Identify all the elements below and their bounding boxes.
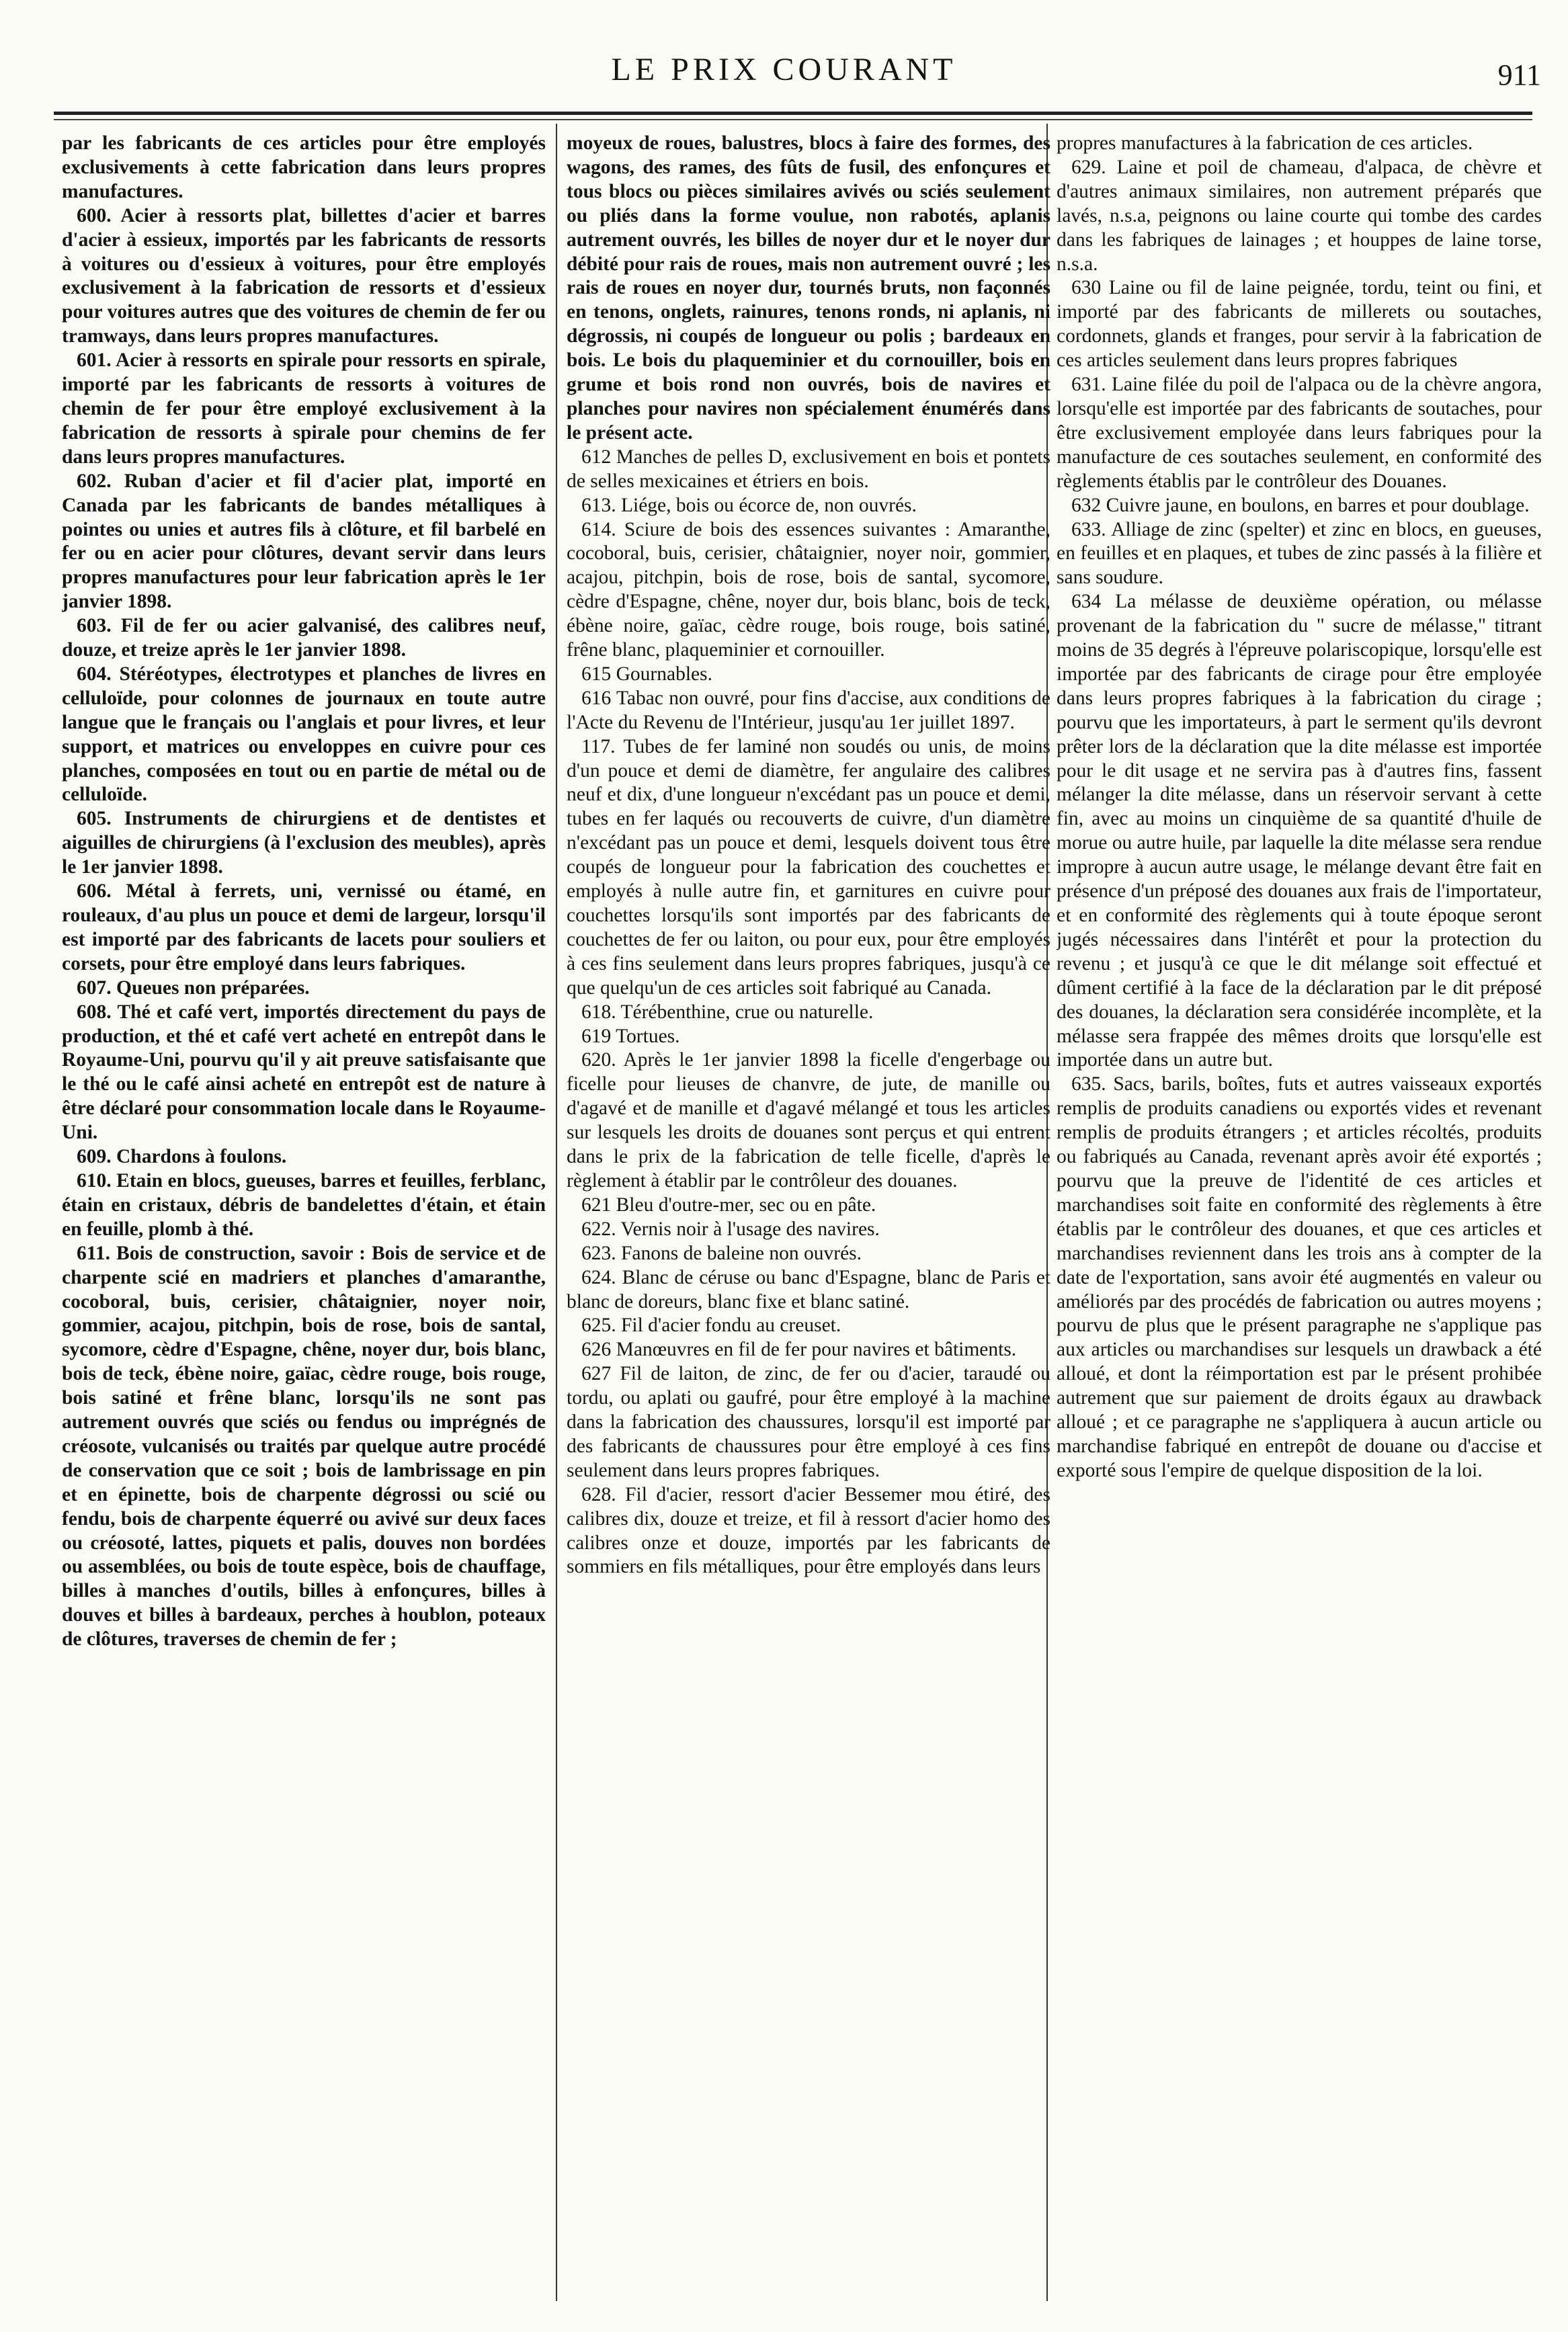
paragraph: 611. Bois de construction, savoir : Bois de service et de charpente scié en madriers et planches d'amaranthe, cocoboral, buis, cerisier, châtaignier, noyer noir, gommier, acajou, pitchpin, bois de rose, bois de santal, sycomore, cèdre d'Espagne, chêne, noyer dur, bois blanc, bois de teck, ébène noire, gaïac, cèdre rouge, bois rouge, bois satiné et frêne blanc, lorsqu'ils ne sont pas autrement ouvrés que sciés ou fendus ou imprégnés de créosote, vulcanisés ou traités par quelque autre procédé de conservation que ce soit ; bois de lambrissage en pin et en épinette, bois de charpente dégrossi ou scié ou fendu, bois de charpente équerré ou avivé sur deux faces ou créosoté, lattes, piquets et palis, douves non bordées ou assemblées, ou bois de toute espèce, bois de chauffage, billes à manches d'outils, billes à enfonçures, billes à douves et billes à bardeaux, perches à houblon, poteaux de clôtures, traverses de chemin de fer ; [62, 1242, 546, 1651]
paragraph: 600. Acier à ressorts plat, billettes d'acier et barres d'acier à essieux, importés par les fabricants de ressorts à voitures ou d'essieux à voitures, pour être employés exclusivement à la fabrication de ressorts et d'essieux pour voitures autres que des voitures de chemin de fer ou tramways, dans leurs propres manufactures. [62, 204, 546, 347]
paragraph: 613. Liége, bois ou écorce de, non ouvrés. [581, 494, 917, 516]
page-header [27, 43, 1541, 103]
paragraph: 602. Ruban d'acier et fil d'acier plat, importé en Canada par les fabricants de bandes métalliques à pointes ou unies et autres fils à clôture, et fil barbelé en fer ou en acier pour clôtures, devant servir dans leurs propres manufactures pour leur fabrication après le 1er janvier 1898. [62, 470, 546, 613]
paragraph: 605. Instruments de chirurgiens et de dentistes et aiguilles de chirurgiens (à l'exclusion des meubles), après le 1er janvier 1898. [62, 808, 546, 878]
paragraph: 623. Fanons de baleine non ouvrés. [581, 1242, 862, 1264]
column-separator [556, 124, 557, 2301]
paragraph: 624. Blanc de céruse ou banc d'Espagne, blanc de Paris et blanc de doreurs, blanc fixe et blanc satiné. [567, 1266, 1050, 1313]
paragraph: 626 Manœuvres en fil de fer pour navires et bâtiments. [581, 1339, 1017, 1361]
paragraph: 117. Tubes de fer laminé non soudés ou unis, de moins d'un pouce et demi de diamètre, fer angulaire des calibres neuf et dix, d'une longueur n'excédant pas un pouce et demi, tubes en fer laqués ou recouverts de cuivre, d'un diamètre n'excédant pas un pouce et demi, lesquels doivent tous être coupés de longueur pour la fabrication des couchettes et employés à nulle autre fin, et garnitures en cuivre pour couchettes lorsqu'ils sont importés par des fabricants de couchettes de fer ou laiton, ou pour eux, pour être employés à ces fins seulement dans leurs propres fabriques, jusqu'à ce que quelqu'un de ces articles soit fabriqué au Canada. [567, 735, 1050, 999]
paragraph: 629. Laine et poil de chameau, d'alpaca, de chèvre et d'autres animaux similaires, non autrement préparés que lavés, n.s.a, peignons ou laine courte qui tombe des cardes dans les fabriques de lainages ; et houppes de laine torse, n.s.a. [1057, 156, 1542, 275]
paragraph: 627 Fil de laiton, de zinc, de fer ou d'acier, taraudé ou tordu, ou aplati ou gaufré, pour être employé à la machine dans la fabrication des chaussures, lorsqu'il est importé par des fabricants de chaussures pour être employé à ces fins seulement dans leurs propres fabriques. [567, 1363, 1050, 1481]
text-column-1 [62, 132, 546, 2302]
paragraph: 633. Alliage de zinc (spelter) et zinc en blocs, en gueuses, en feuilles et en plaques, et tubes de zinc passés à la filière et sans soudure. [1057, 518, 1542, 589]
paragraph: 610. Etain en blocs, gueuses, barres et feuilles, ferblanc, étain en cristaux, débris de bandelettes d'étain, et étain en feuille, plomb à thé. [62, 1169, 546, 1240]
paragraph: 612 Manches de pelles D, exclusivement en bois et pontets de selles mexicaines et étriers en bois. [567, 446, 1050, 492]
paragraph: 635. Sacs, barils, boîtes, futs et autres vaisseaux exportés remplis de produits canadiens ou exportés vides et revenant remplis de produits étrangers ; et articles récoltés, produits ou fabriqués au Canada, revenant après avoir été exportés ; pourvu que la preuve de l'identité de ces articles et marchandises soit faite en conformité des règlements à être établis par le contrôleur des douanes, et que ces articles et marchandises reviennent dans les trois ans à compter de la date de l'exportation, sans avoir été augmentés en valeur ou améliorés par des procédés de fabrication ou autres moyens ; pourvu de plus que le présent paragraphe ne s'applique pas aux articles ou marchandises sur lesquels un drawback a été alloué, et dont la réimportation est par le présent prohibée autrement que sur paiement de droits égaux au drawback alloué ; et ce paragraphe ne s'appliquera à aucun article ou marchandise fabriqué en entrepôt de douane ou d'accise et exporté sous l'empire de quelque disposition de la loi. [1057, 1073, 1542, 1481]
paragraph: 615 Gournables. [581, 663, 712, 685]
text-column-2 [567, 132, 1050, 2302]
paragraph: 619 Tortues. [581, 1025, 680, 1047]
header-rule-thin [54, 119, 1532, 120]
paragraph: 603. Fil de fer ou acier galvanisé, des calibres neuf, douze, et treize après le 1er janvier 1898. [62, 615, 546, 661]
paragraph: 632 Cuivre jaune, en boulons, en barres et pour doublage. [1071, 494, 1530, 516]
page-number: 911 [1497, 58, 1541, 91]
paragraph: 604. Stéréotypes, électrotypes et planches de livres en celluloïde, pour colonnes de journaux en toute autre langue que le français ou l'anglais et pour livres, et leur support, et matrices ou enveloppes en cuivre pour ces planches, composées en tout ou en partie de métal ou de celluloïde. [62, 663, 546, 806]
paragraph: 628. Fil d'acier, ressort d'acier Bessemer mou étiré, des calibres dix, douze et treize, et fil à ressort d'acier homo des calibres onze et douze, importés par les fabricants de sommiers en fils métalliques, pour être employés dans leurs [567, 1483, 1050, 1578]
paragraph: 601. Acier à ressorts en spirale pour ressorts en spirale, importé par les fabricants de ressorts à voitures de chemin de fer pour être employé exclusivement à la fabrication de ressorts à spirale pour chemins de fer dans leurs propres manufactures. [62, 349, 546, 468]
paragraph: 621 Bleu d'outre-mer, sec ou en pâte. [581, 1194, 876, 1216]
paragraph: 622. Vernis noir à l'usage des navires. [581, 1218, 880, 1240]
paragraph: 630 Laine ou fil de laine peignée, tordu, teint ou fini, et importé par des fabricants de millerets ou soutaches, cordonnets, glands et franges, pour servir à la fabrication de ces articles seulement dans leurs propres fabriques [1057, 277, 1542, 372]
paragraph: 620. Après le 1er janvier 1898 la ficelle d'engerbage ou ficelle pour lieuses de chanvre, de jute, de manille ou d'agavé et de manille et d'agavé mélangé et tous les articles sur lesquels les droits de douanes sont perçus et qui entrent dans le prix de la fabrication de telle ficelle, d'après le règlement à établir par le contrôleur des douanes. [567, 1049, 1050, 1192]
paragraph: moyeux de roues, balustres, blocs à faire des formes, des wagons, des rames, des fûts de fusil, des enfonçures et tous blocs ou pièces similaires avivés ou sciés seulement ou pliés dans la forme voulue, non rabotés, aplanis autrement ouvrés, les billes de noyer dur et le noyer dur débité pour rais de roues, mais non autrement ouvré ; les rais de roues en noyer dur, tournés bruts, non façonnés en tenons, onglets, rainures, tenons ronds, ni aplanis, ni dégrossis, ni coupés de longueur ou polis ; bardeaux en bois. Le bois du plaqueminier et du cornouiller, bois en grume et bois rond non ouvrés, bois de navires et planches pour navires non spécialement énumérés dans le présent acte. [567, 132, 1050, 444]
paragraph: 609. Chardons à foulons. [77, 1146, 287, 1168]
paragraph: par les fabricants de ces articles pour être employés exclusivements à cette fabrication dans leurs propres manufactures. [62, 132, 546, 202]
paragraph: 607. Queues non préparées. [77, 976, 310, 999]
running-title: LE PRIX COURANT [611, 52, 957, 87]
paragraph: 608. Thé et café vert, importés directement du pays de production, et thé et café vert acheté en entrepôt dans le Royaume-Uni, pourvu qu'il y ait preuve satisfaisante que le thé ou le café ainsi acheté en entrepôt est de nature à être déclaré pour consommation locale dans le Royaume-Uni. [62, 1001, 546, 1144]
paragraph: 634 La mélasse de deuxième opération, ou mélasse provenant de la fabrication du " sucre de mélasse," titrant moins de 35 degrés à l'épreuve polariscopique, lorsqu'elle est importée par des fabricants de cirage pour être employée dans leurs propres fabriques à la fabrication du cirage ; pourvu que les importateurs, à part le serment qu'ils devront prêter lors de la déclaration que la dite mélasse est importée pour le dit usage et ne servira pas à d'autres fins, fassent mélanger la dite mélasse, dans un réservoir servant à cette fin, avec au moins un cinquième de sa quantité d'huile de morue ou autre huile, par laquelle la dite mélasse sera rendue impropre à aucun autre usage, le mélange devant être fait en présence d'un préposé des douanes aux frais de l'importateur, et en conformité des règlements qui à toute époque seront jugés nécessaires dans l'intérêt et pour la protection du revenu ; et jusqu'à ce que le dit mélange soit effectué et dûment certifié à la face de la déclaration par le dit préposé des douanes, la déclaration sera considérée incomplète, et la mélasse sera frappée des mêmes droits que lorsqu'elle est importée dans un autre but. [1057, 591, 1542, 1071]
paragraph: 616 Tabac non ouvré, pour fins d'accise, aux conditions de l'Acte du Revenu de l'Intérieur, jusqu'au 1er juillet 1897. [567, 687, 1050, 733]
paragraph: propres manufactures à la fabrication de ces articles. [1057, 132, 1473, 154]
paragraph: 618. Térébenthine, crue ou naturelle. [581, 1001, 874, 1023]
paragraph: 614. Sciure de bois des essences suivantes : Amaranthe, cocoboral, buis, cerisier, châtaignier, noyer noir, gommier, acajou, pitchpin, bois de rose, bois de santal, sycomore, cèdre d'Espagne, chêne, noyer dur, bois blanc, bois de teck, ébène noire, gaïac, cèdre rouge, bois rouge, bois satiné, frêne blanc, plaqueminier et cornouiller. [567, 518, 1050, 661]
paragraph: 625. Fil d'acier fondu au creuset. [581, 1315, 841, 1337]
header-rule-thick [54, 112, 1532, 115]
paragraph: 631. Laine filée du poil de l'alpaca ou de la chèvre angora, lorsqu'elle est importée par des fabricants de soutaches, pour être exclusivement employée dans leurs fabriques pour la manufacture de ces soutaches seulement, en conformité des règlements établis par le contrôleur des Douanes. [1057, 374, 1542, 492]
text-column-3 [1057, 132, 1542, 2302]
paragraph: 606. Métal à ferrets, uni, vernissé ou étamé, en rouleaux, d'au plus un pouce et demi de largeur, lorsqu'il est importé par des fabricants de lacets pour souliers et corsets, pour être employé dans leurs fabriques. [62, 880, 546, 974]
